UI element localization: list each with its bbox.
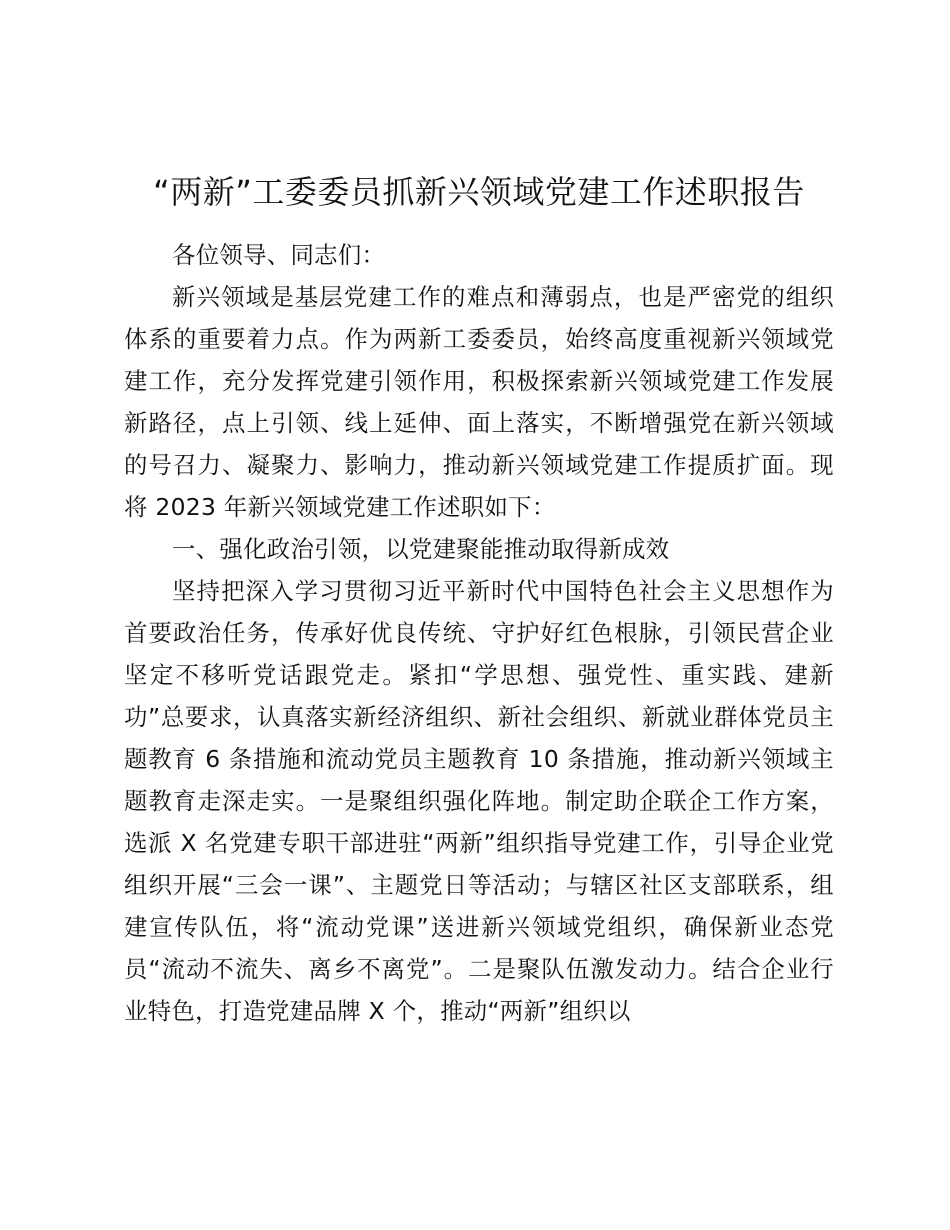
section-heading: 一、强化政治引领，以党建聚能推动取得新成效 <box>172 535 670 563</box>
document-title: “两新”工委委员抓新兴领域党建工作述职报告 <box>153 173 805 211</box>
document-body <box>124 170 834 1032</box>
section-paragraph: 坚持把深入学习贯彻习近平新时代中国特色社会主义思想作为首要政治任务，传承好优良传统、守护好红色根脉，引领民营企业坚定不移听党话跟党走。紧扣“学思想、强党性、重实践、建新功”总要求，认真落实新经济组织、新社会组织、新就业群体党员主题教育 6 条措施和流动党员主题教育 10 条措施，推动新兴领域主题教育走深走实。一是聚组织强化阵地。制定助企联企工作方案，选派 X 名党建专职干部进驻“两新”组织指导党建工作，引导企业党组织开展“三会一课”、主题党日等活动；与辖区社区支部联系，组建宣传队伍，将“流动党课”送进新兴领域党组织，确保新业态党员“流动不流失、离乡不离党”。二是聚队伍激发动力。结合企业行业特色，打造党建品牌 X 个，推动“两新”组织以 <box>124 577 834 1025</box>
salutation: 各位领导、同志们： <box>172 241 386 269</box>
intro-paragraph: 新兴领域是基层党建工作的难点和薄弱点，也是严密党的组织体系的重要着力点。作为两新工委委员，始终高度重视新兴领域党建工作，充分发挥党建引领作用，积极探索新兴领域党建工作发展新路径，点上引领、线上延伸、面上落实，不断增强党在新兴领域的号召力、凝聚力、影响力，推动新兴领域党建工作提质扩面。现将 2023 年新兴领域党建工作述职如下： <box>124 283 834 521</box>
